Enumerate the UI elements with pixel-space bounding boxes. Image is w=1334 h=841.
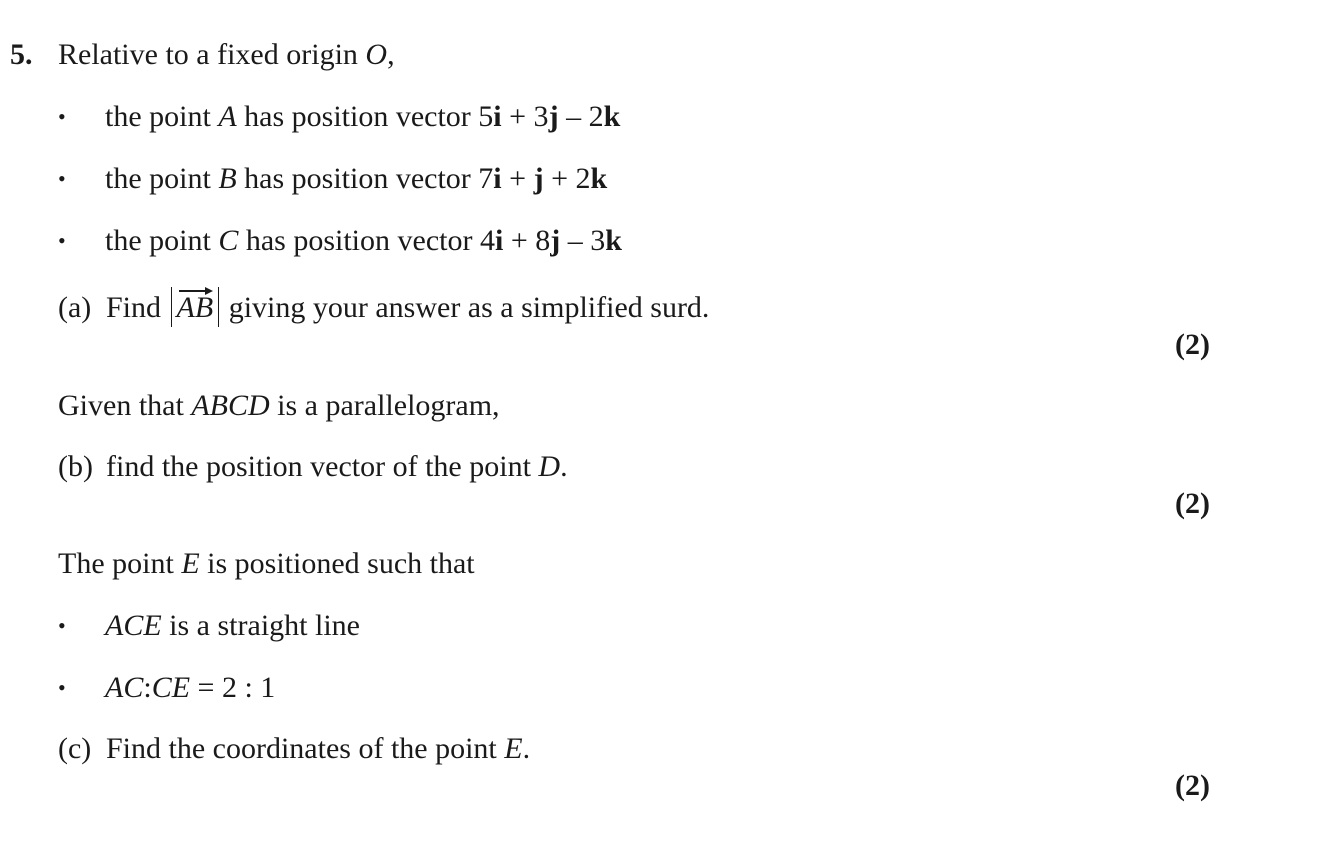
coef: + [501, 162, 534, 195]
part-c-tail: . [522, 732, 531, 765]
coef: – 2 [558, 100, 604, 133]
bullet-icon: • [58, 104, 66, 129]
unit-i: i [493, 162, 502, 195]
coef: 4 [479, 224, 495, 257]
line-name: ACE [105, 609, 162, 642]
point-middle: has position vector [236, 100, 479, 133]
unit-j: j [533, 162, 544, 195]
ratio-left: AC [105, 671, 144, 704]
part-label: (b) [58, 450, 93, 483]
part-b-tail: . [560, 450, 568, 483]
point-c-line [105, 224, 622, 258]
question-intro [58, 38, 395, 72]
given-before: Given that [58, 389, 192, 422]
position-vector [478, 162, 607, 195]
intro-tail: , [387, 38, 395, 71]
unit-k: k [603, 100, 621, 133]
point-prefix: the point [105, 100, 219, 133]
vector-name: AB [176, 291, 214, 324]
condition-ratio [105, 671, 275, 705]
bullet-icon: • [58, 675, 66, 700]
given-parallelogram [58, 389, 500, 423]
point-middle: has position vector [236, 162, 479, 195]
point-middle: has position vector [238, 224, 480, 257]
coef: – 3 [560, 224, 606, 257]
coef: + 8 [503, 224, 551, 257]
unit-i: i [494, 224, 504, 257]
ratio-right: CE [151, 671, 191, 704]
unit-i: i [493, 100, 502, 133]
part-a [58, 291, 709, 325]
given-before: The point [58, 547, 182, 580]
point-name: B [218, 162, 237, 195]
marks-a: (2) [1175, 328, 1210, 361]
point-name: A [218, 100, 237, 133]
shape-name: ABCD [191, 389, 270, 422]
ratio-sep: : [143, 671, 152, 704]
unit-k: k [605, 224, 622, 257]
given-point-e [58, 547, 475, 581]
vector-ab [177, 291, 214, 325]
point-name: E [181, 547, 200, 580]
given-after: is positioned such that [199, 547, 475, 580]
part-c [58, 732, 530, 766]
point-prefix: the point [105, 162, 219, 195]
point-a-line [105, 100, 620, 134]
unit-j: j [550, 224, 561, 257]
position-vector [480, 224, 622, 257]
ratio-value: = 2 : 1 [190, 671, 276, 704]
part-b [58, 450, 568, 484]
marks-c: (2) [1175, 769, 1210, 802]
condition-text: is a straight line [161, 609, 360, 642]
point-prefix: the point [105, 224, 219, 257]
point-name: C [218, 224, 239, 257]
condition-straight-line [105, 609, 360, 643]
question-number: 5. [10, 38, 33, 71]
position-vector [478, 100, 620, 133]
part-a-after: giving your answer as a simplified surd. [228, 291, 710, 324]
unit-k: k [590, 162, 608, 195]
intro-text: Relative to a fixed origin [58, 38, 366, 71]
part-a-before: Find [106, 291, 162, 324]
point-name: E [504, 732, 523, 765]
point-name: D [538, 450, 561, 483]
coef: 7 [478, 162, 494, 195]
origin-symbol: O [365, 38, 388, 71]
bullet-icon: • [58, 166, 66, 191]
coef: + 3 [501, 100, 549, 133]
coef: 5 [478, 100, 494, 133]
part-c-text: Find the coordinates of the point [106, 732, 505, 765]
part-label: (a) [58, 291, 92, 324]
magnitude-expression [171, 291, 220, 325]
part-b-text: find the position vector of the point [106, 450, 539, 483]
part-label: (c) [58, 732, 92, 765]
point-b-line [105, 162, 607, 196]
given-after: is a parallelogram, [269, 389, 500, 422]
coef: + 2 [543, 162, 591, 195]
unit-j: j [548, 100, 559, 133]
vector-arrow-icon [179, 287, 214, 295]
bullet-icon: • [58, 613, 66, 638]
bullet-icon: • [58, 228, 66, 253]
marks-b: (2) [1175, 487, 1210, 520]
